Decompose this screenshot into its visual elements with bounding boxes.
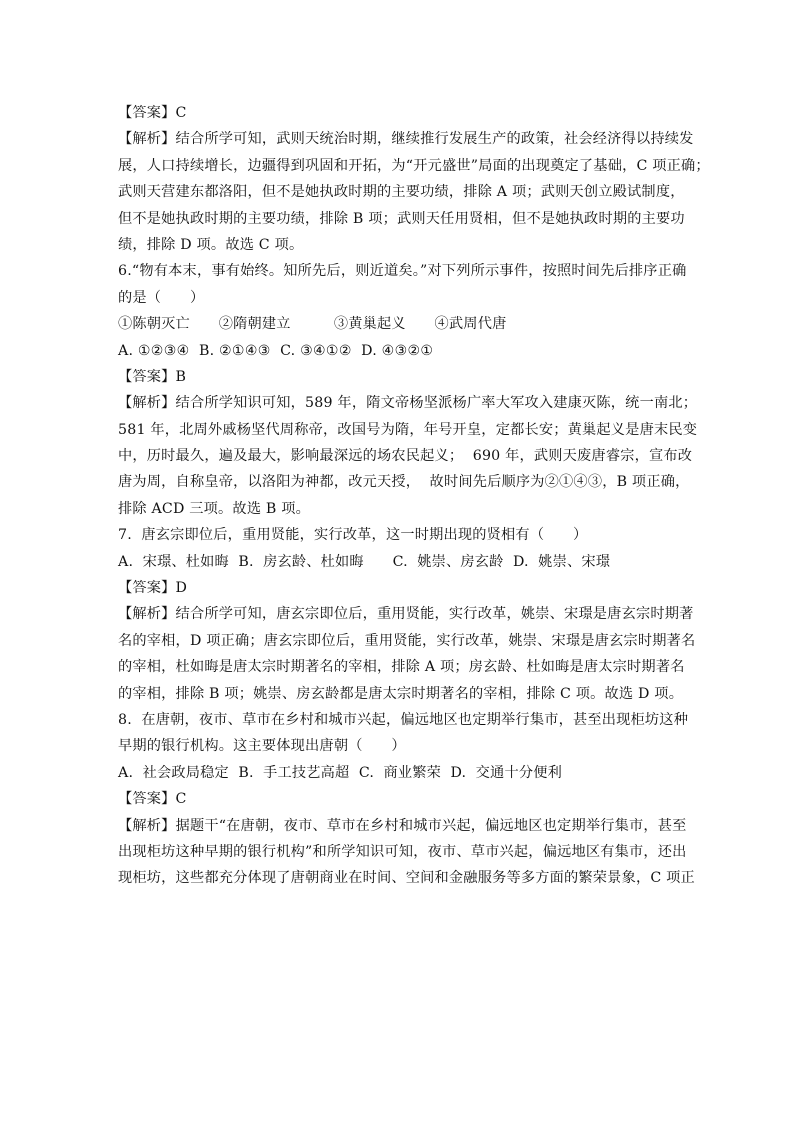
text-line: 581 年，北周外戚杨坚代周称帝，改国号为隋，年号开皇，定都长安；黄巢起义是唐末民变 bbox=[118, 421, 698, 438]
text-line: 中，历时最久，遍及最大，影响最深远的场农民起义； 690 年，武则天废唐睿宗，宣布改 bbox=[118, 448, 693, 465]
analysis-line-q8: 【解析】据题干“在唐朝，夜市、草市在乡村和城市兴起，偏远地区也定期举行集市，甚至 bbox=[118, 817, 687, 834]
document-body bbox=[118, 100, 710, 892]
text-line: 展，人口持续增长，边疆得到巩固和开拓，为“开元盛世”局面的出现奠定了基础，C 项正确； bbox=[118, 157, 710, 174]
text-line: 早期的银行机构。这主要体现出唐朝（ ） bbox=[118, 738, 406, 755]
text-line: 出现柜坊这种早期的银行机构”和所学知识可知，夜市、草市兴起，偏远地区有集市，还出 bbox=[118, 843, 687, 860]
text-line: 的宰相，杜如晦是唐太宗时期著名的宰相，排除 A 项；房玄龄、杜如晦是唐太宗时期著名 bbox=[118, 659, 685, 676]
answer-line-q6: 【答案】B bbox=[118, 368, 187, 385]
answer-line-q8: 【答案】C bbox=[118, 791, 187, 808]
answer-line-q7: 【答案】D bbox=[118, 580, 188, 597]
question-6-stem: 6.“物有本末，事有始终。知所先后，则近道矣。”对下列所示事件，按照时间先后排序正确 bbox=[118, 263, 687, 280]
question-7-stem: 7. 唐玄宗即位后，重用贤能，实行改革，这一时期出现的贤相有（ ） bbox=[118, 527, 588, 544]
question-6-events: ①陈朝灭亡 ②隋朝建立 ③黄巢起义 ④武周代唐 bbox=[118, 316, 507, 333]
text-line: 的是（ ） bbox=[118, 289, 205, 306]
text-line: 但不是她执政时期的主要功绩，排除 B 项；武则天任用贤相，但不是她执政时期的主要功 bbox=[118, 210, 685, 227]
text-line: 武则天营建东都洛阳，但不是她执政时期的主要功绩，排除 A 项；武则天创立殿试制度， bbox=[118, 184, 685, 201]
text-line: 名的宰相，D 项正确；唐玄宗即位后，重用贤能，实行改革，姚崇、宋璟是唐玄宗时期著名 bbox=[118, 632, 696, 649]
analysis-line-q7: 【解析】结合所学可知，唐玄宗即位后，重用贤能，实行改革，姚崇、宋璟是唐玄宗时期著 bbox=[118, 606, 694, 623]
text-line: 绩，排除 D 项。故选 C 项。 bbox=[118, 236, 304, 253]
question-8-stem: 8. 在唐朝，夜市、草市在乡村和城市兴起，偏远地区也定期举行集市，甚至出现柜坊这种 bbox=[118, 711, 689, 728]
text-line: 现柜坊，这些都充分体现了唐朝商业在时间、空间和金融服务等多方面的繁荣景象，C 项正 bbox=[118, 870, 695, 887]
analysis-line-q5: 【解析】结合所学可知，武则天统治时期，继续推行发展生产的政策，社会经济得以持续发 bbox=[118, 131, 694, 148]
question-8-options: A. 社会政局稳定 B. 手工技艺高超 C. 商业繁荣 D. 交通十分便利 bbox=[118, 764, 562, 781]
text-line: 的宰相，排除 B 项；姚崇、房玄龄都是唐太宗时期著名的宰相，排除 C 项。故选 D 项。 bbox=[118, 685, 684, 702]
analysis-line-q6: 【解析】结合所学知识可知，589 年，隋文帝杨坚派杨广率大军攻入建康灭陈，统一南北； bbox=[118, 395, 698, 412]
text-line: 排除 ACD 三项。故选 B 项。 bbox=[118, 500, 311, 517]
question-7-options: A. 宋璟、杜如晦 B. 房玄龄、杜如晦 C. 姚崇、房玄龄 D. 姚崇、宋璟 bbox=[118, 553, 611, 570]
question-6-options: A. ①②③④ B. ②①④③ C. ③④①② D. ④③②① bbox=[118, 342, 434, 359]
text-line: 唐为周，自称皇帝，以洛阳为神都，改元天授， 故时间先后顺序为②①④③，B 项正确， bbox=[118, 474, 690, 491]
answer-line-q5: 【答案】C bbox=[118, 105, 187, 121]
